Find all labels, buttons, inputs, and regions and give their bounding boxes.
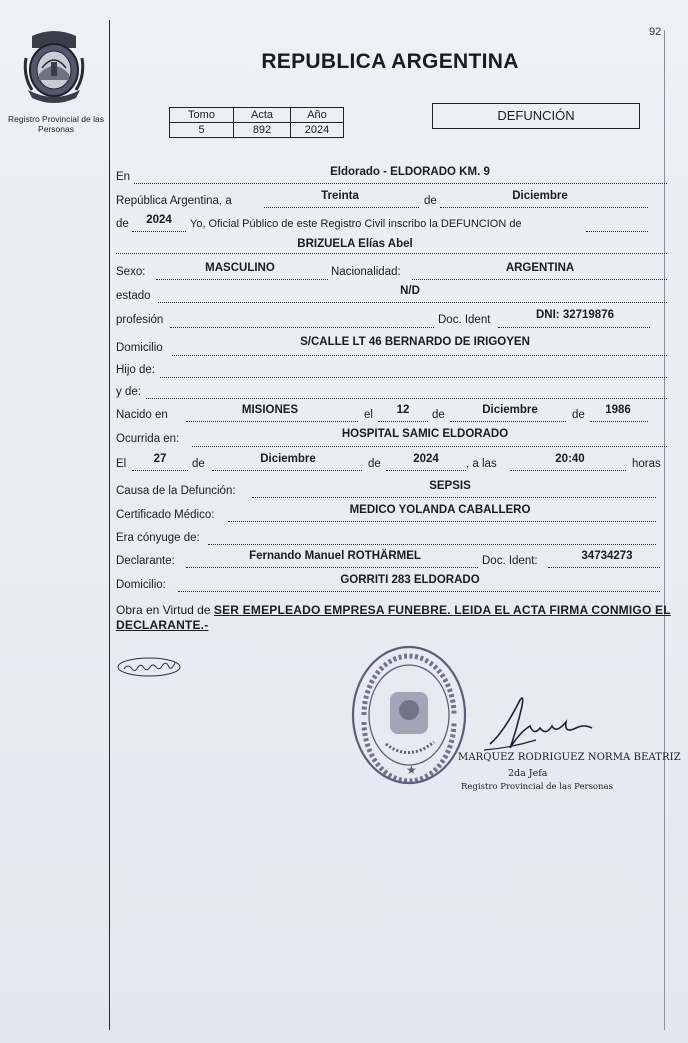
page-number: 92 xyxy=(649,26,662,38)
value-ocurrida-en: HOSPITAL SAMIC ELDORADO xyxy=(341,428,509,440)
value-lugar: Eldorado - ELDORADO KM. 9 xyxy=(330,166,490,178)
label-de2: de xyxy=(116,218,129,230)
value-nac-dia: 12 xyxy=(396,404,410,416)
dotted-line xyxy=(252,497,656,498)
signer-role: 2da Jefa xyxy=(508,768,548,779)
value-domicilio: S/CALLE LT 46 BERNARDO DE IRIGOYEN xyxy=(300,336,530,348)
label-estado: estado xyxy=(116,290,151,302)
dotted-line xyxy=(156,279,328,280)
label-nacido-en: Nacido en xyxy=(116,409,168,421)
value-nac-mes: Diciembre xyxy=(482,404,538,416)
value-nac-anio: 1986 xyxy=(605,404,631,416)
label-en: En xyxy=(116,171,131,183)
label-yo-oficial: Yo, Oficial Público de este Registro Civil inscribo la DEFUNCION de xyxy=(190,218,522,230)
dotted-line xyxy=(412,279,667,280)
dotted-line xyxy=(378,421,428,422)
obra-en-virtud xyxy=(116,603,672,633)
value-certificado: MEDICO YOLANDA CABALLERO xyxy=(349,504,531,516)
label-de-d: de xyxy=(368,458,381,470)
value-def-hora: 20:40 xyxy=(555,453,585,465)
record-table xyxy=(169,107,344,138)
dotted-line xyxy=(510,470,626,471)
registry-stamp xyxy=(350,644,468,786)
dotted-line xyxy=(498,327,650,328)
label-de-b: de xyxy=(572,409,585,421)
value-def-mes: Diciembre xyxy=(260,453,316,465)
dotted-line xyxy=(590,421,648,422)
official-signature xyxy=(480,692,600,754)
label-republica: República Argentina, a xyxy=(116,195,232,207)
value-sexo: MASCULINO xyxy=(205,262,275,274)
dotted-line xyxy=(178,591,660,592)
dotted-line xyxy=(192,446,667,447)
document-title: REPUBLICA ARGENTINA xyxy=(261,50,519,73)
header-anio: Año xyxy=(291,108,344,123)
dotted-line xyxy=(172,355,667,356)
value-def-dia: 27 xyxy=(153,453,167,465)
dotted-line xyxy=(186,567,478,568)
dotted-line xyxy=(134,183,667,184)
dotted-line xyxy=(160,377,667,378)
dotted-line xyxy=(116,253,667,254)
dotted-line xyxy=(386,470,466,471)
signer-name: MARQUEZ RODRIGUEZ NORMA BEATRIZ xyxy=(458,752,681,763)
value-estado: N/D xyxy=(400,285,420,297)
enmendado-mark xyxy=(116,656,182,678)
province-seal-logo xyxy=(22,28,86,108)
label-domicilio2: Domicilio: xyxy=(116,579,166,591)
dotted-line xyxy=(146,398,667,399)
label-causa: Causa de la Defunción: xyxy=(116,485,236,497)
value-obra: SER EMEPLEADO EMPRESA FUNEBRE. LEIDA EL ACTA FIRMA CONMIGO EL DECLARANTE.- xyxy=(116,603,671,632)
label-de: de xyxy=(424,195,437,207)
value-doc-ident: DNI: 32719876 xyxy=(536,309,614,321)
label-ocurrida-en: Ocurrida en: xyxy=(116,433,180,445)
label-el2: El xyxy=(116,458,127,470)
dotted-line xyxy=(208,544,656,545)
dotted-line xyxy=(586,231,648,232)
signer-organization: Registro Provincial de las Personas xyxy=(461,782,613,792)
value-anio: 2024 xyxy=(291,123,344,138)
dotted-line xyxy=(132,470,188,471)
dotted-line xyxy=(450,421,566,422)
value-causa: SEPSIS xyxy=(429,480,471,492)
label-el: el xyxy=(364,409,373,421)
value-declarante: Fernando Manuel ROTHÄRMEL xyxy=(249,550,421,562)
label-obra: Obra en Virtud de xyxy=(116,603,211,617)
value-def-anio: 2024 xyxy=(413,453,439,465)
value-nacionalidad: ARGENTINA xyxy=(505,262,575,274)
record-type-box: DEFUNCIÓN xyxy=(432,103,640,129)
value-nombre: BRIZUELA Elías Abel xyxy=(297,238,413,250)
right-edge-line xyxy=(664,30,665,1030)
label-hijo-de: Hijo de: xyxy=(116,364,155,376)
value-nacido-en: MISIONES xyxy=(241,404,299,416)
dotted-line xyxy=(158,302,667,303)
label-de-c: de xyxy=(192,458,205,470)
dotted-line xyxy=(440,207,648,208)
label-horas: horas xyxy=(632,458,661,470)
label-nacionalidad: Nacionalidad: xyxy=(331,266,401,278)
value-tomo: 5 xyxy=(170,123,234,138)
label-certificado: Certificado Médico: xyxy=(116,509,215,521)
dotted-line xyxy=(186,421,358,422)
value-declarante-doc: 34734273 xyxy=(581,550,633,562)
dotted-line xyxy=(548,567,660,568)
header-tomo: Tomo xyxy=(170,108,234,123)
value-acta: 892 xyxy=(234,123,291,138)
registry-caption: Registro Provincial de las Personas xyxy=(8,114,104,134)
dotted-line xyxy=(132,231,186,232)
value-anio: 2024 xyxy=(146,214,172,226)
value-declarante-domicilio: GORRITI 283 ELDORADO xyxy=(340,574,480,586)
label-domicilio: Domicilio xyxy=(116,342,163,354)
header-acta: Acta xyxy=(234,108,291,123)
label-de-a: de xyxy=(432,409,445,421)
label-a-las: , a las xyxy=(466,458,497,470)
dotted-line xyxy=(170,327,434,328)
value-dia-letras: Treinta xyxy=(321,190,359,202)
value-mes: Diciembre xyxy=(512,190,568,202)
margin-line xyxy=(109,20,110,1030)
dotted-line xyxy=(264,207,419,208)
dotted-line xyxy=(228,521,656,522)
label-profesion: profesión xyxy=(116,314,164,326)
svg-text:★: ★ xyxy=(406,763,417,777)
label-sexo: Sexo: xyxy=(116,266,146,278)
label-y-de: y de: xyxy=(116,386,141,398)
label-doc-ident: Doc. Ident xyxy=(438,314,491,326)
label-declarante: Declarante: xyxy=(116,555,175,567)
label-doc-ident2: Doc. Ident: xyxy=(482,555,538,567)
label-conyuge: Era cónyuge de: xyxy=(116,532,200,544)
dotted-line xyxy=(212,470,362,471)
